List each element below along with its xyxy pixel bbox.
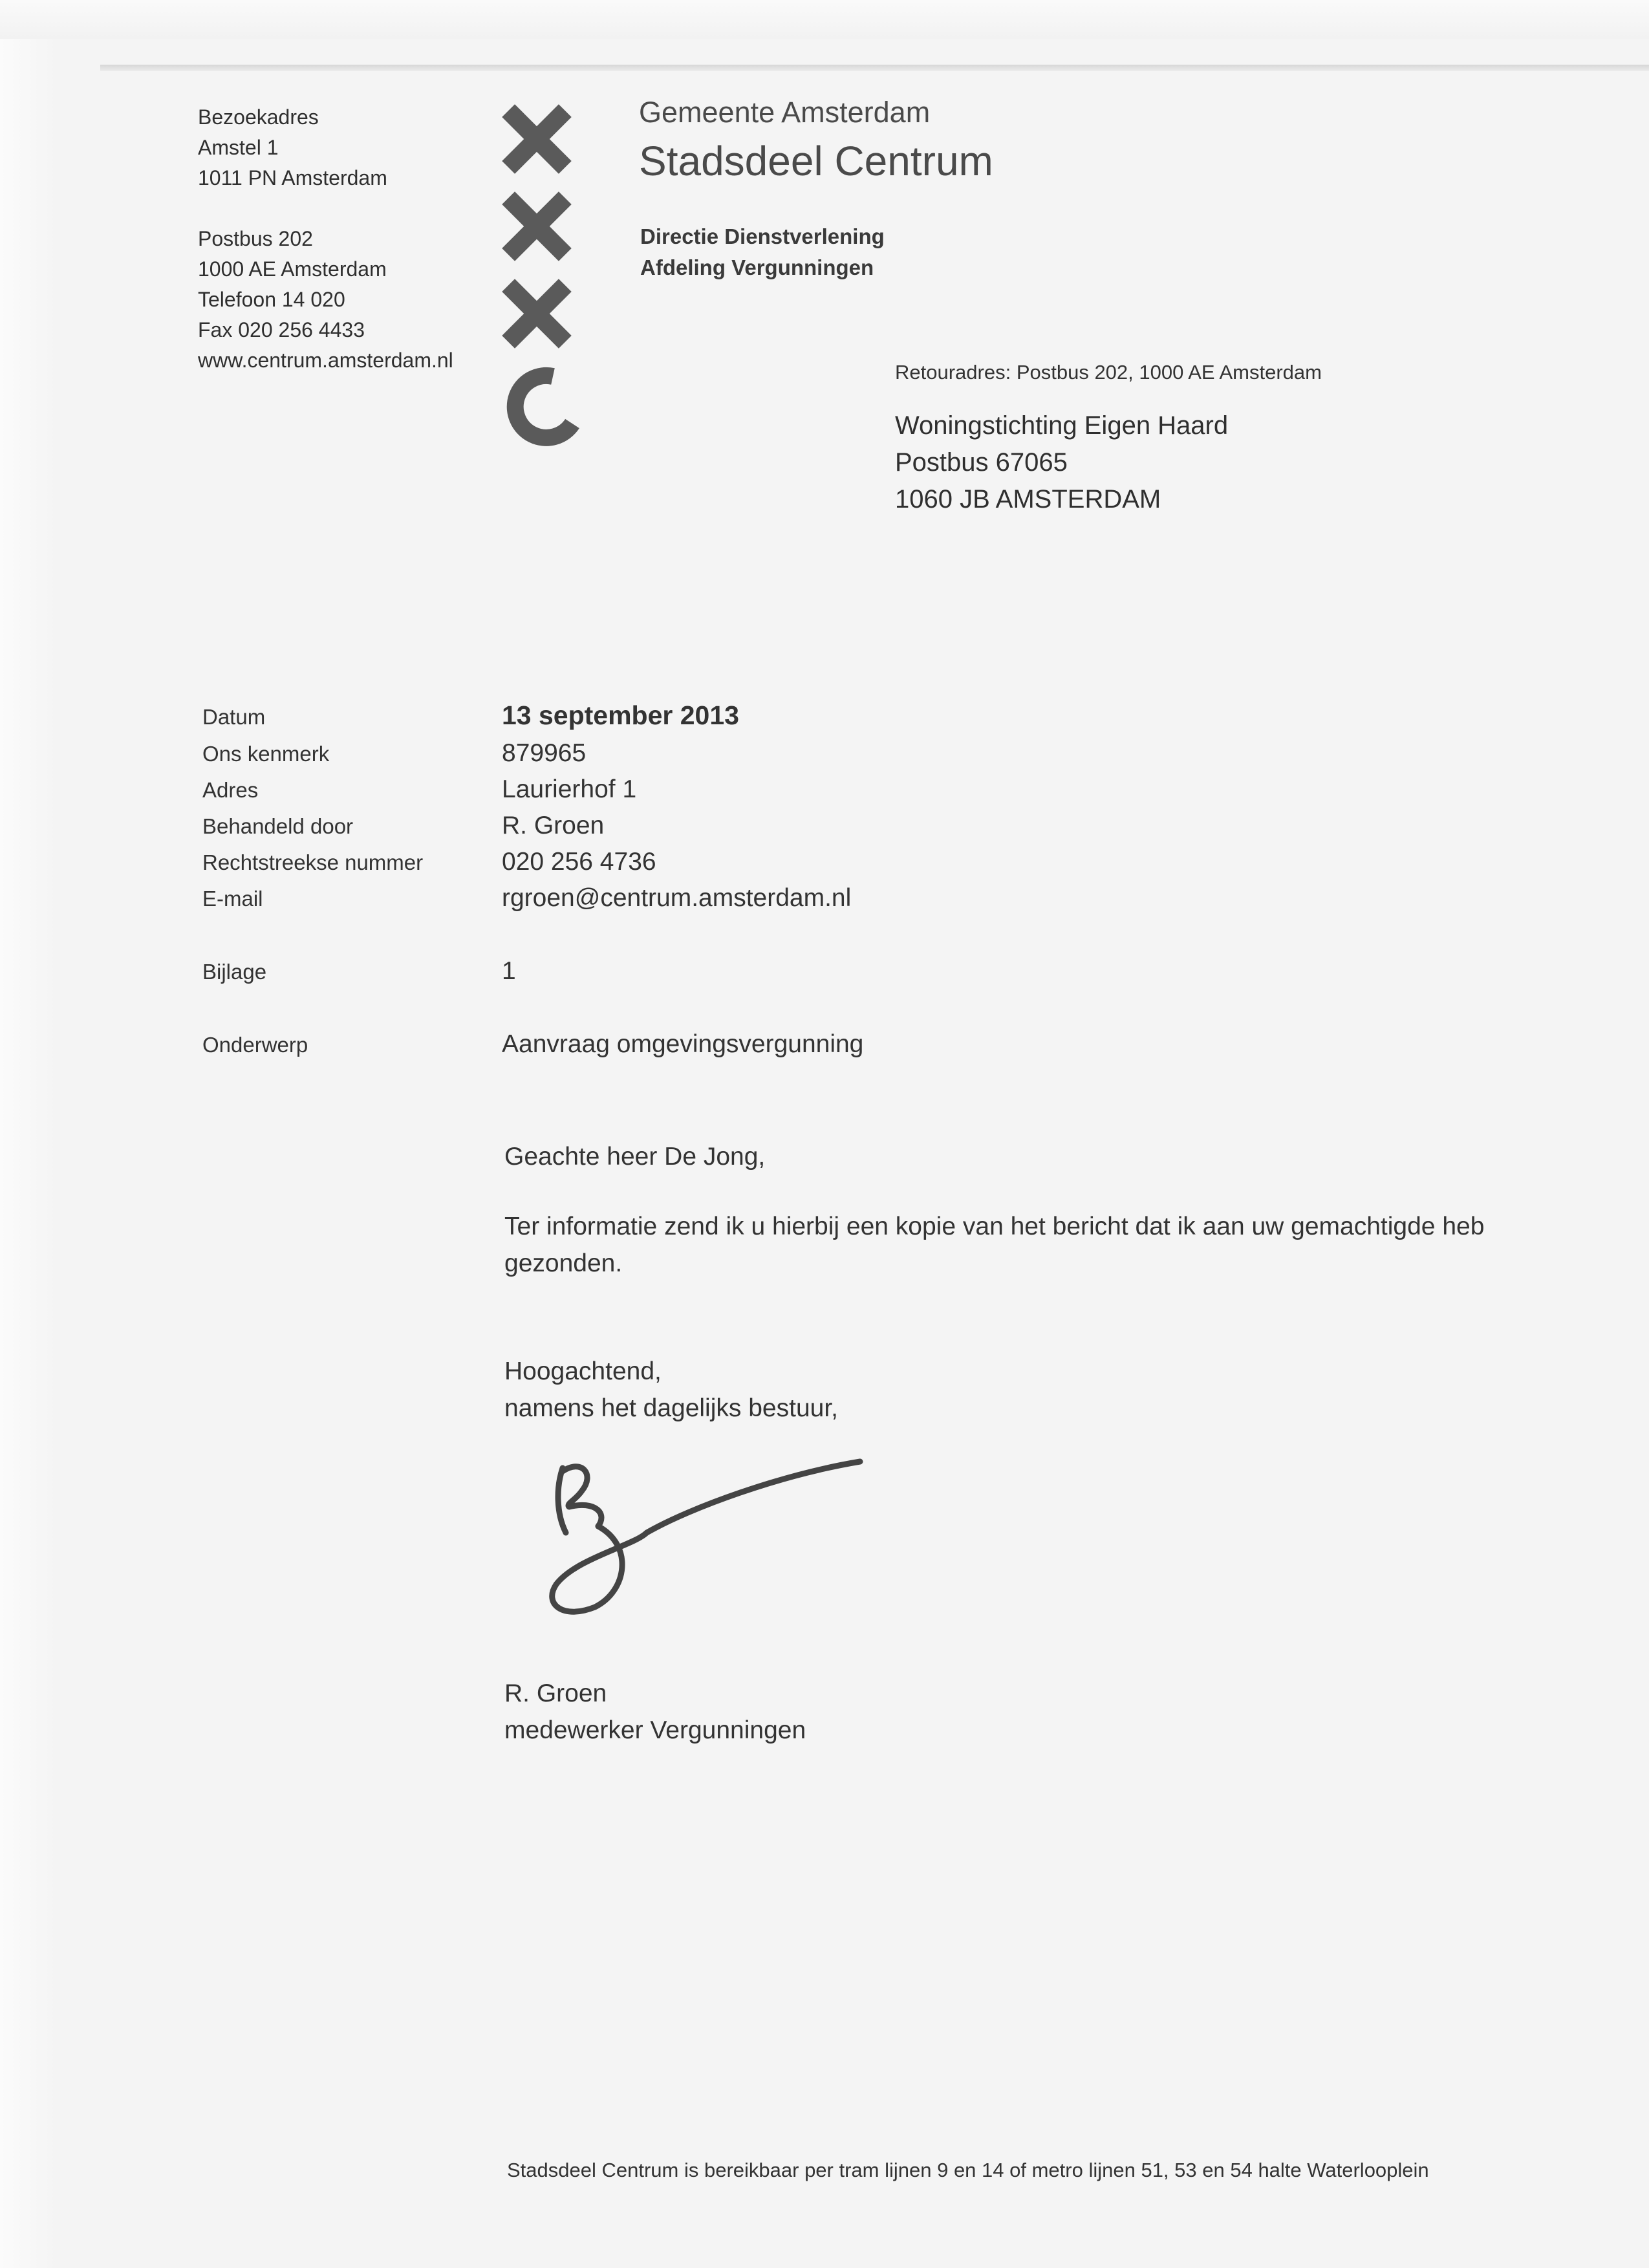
- amsterdam-logo-icon: [491, 97, 582, 446]
- on-behalf: namens het dagelijks bestuur,: [504, 1394, 838, 1422]
- body-line-1: Ter informatie zend ik u hierbij een kopie van het bericht dat ik aan uw gemachtigde heb: [504, 1213, 1485, 1240]
- signer-name: R. Groen: [504, 1679, 607, 1707]
- visit-address-label: Bezoekadres: [198, 105, 319, 129]
- website: www.centrum.amsterdam.nl: [198, 349, 453, 372]
- telefoon: Telefoon 14 020: [198, 288, 345, 311]
- salutation: Geachte heer De Jong,: [504, 1143, 766, 1171]
- adres-value: Laurierhof 1: [502, 775, 637, 803]
- fax: Fax 020 256 4433: [198, 318, 365, 341]
- nummer-value: 020 256 4736: [502, 848, 656, 876]
- visit-address-street: Amstel 1: [198, 136, 279, 159]
- kenmerk-label: Ons kenmerk: [202, 742, 330, 766]
- datum-label: Datum: [202, 705, 266, 729]
- email-value: rgroen@centrum.amsterdam.nl: [502, 884, 852, 912]
- nummer-label: Rechtstreekse nummer: [202, 850, 424, 874]
- directorate: Directie Dienstverlening: [640, 224, 885, 248]
- recipient-name: Woningstichting Eigen Haard: [895, 411, 1229, 440]
- district-name: Stadsdeel Centrum: [639, 138, 993, 184]
- return-address: Retouradres: Postbus 202, 1000 AE Amsterdam: [895, 361, 1322, 383]
- postbus-city: 1000 AE Amsterdam: [198, 257, 387, 281]
- recipient-city: 1060 JB AMSTERDAM: [895, 485, 1161, 513]
- postbus: Postbus 202: [198, 227, 313, 250]
- behandeld-value: R. Groen: [502, 812, 605, 839]
- adres-label: Adres: [202, 778, 259, 802]
- signer-title: medewerker Vergunningen: [504, 1716, 806, 1744]
- scan-fold-line: [100, 65, 1649, 71]
- closing: Hoogachtend,: [504, 1357, 662, 1385]
- visit-address-city: 1011 PN Amsterdam: [198, 166, 387, 189]
- behandeld-label: Behandeld door: [202, 814, 354, 838]
- onderwerp-value: Aanvraag omgevingsvergunning: [502, 1030, 864, 1058]
- body-line-2: gezonden.: [504, 1249, 623, 1277]
- scan-edge: [0, 0, 1649, 39]
- datum-value: 13 september 2013: [502, 700, 739, 730]
- onderwerp-label: Onderwerp: [202, 1033, 308, 1057]
- organization-name: Gemeente Amsterdam: [639, 96, 931, 129]
- department: Afdeling Vergunningen: [640, 255, 874, 279]
- kenmerk-value: 879965: [502, 739, 587, 767]
- bijlage-value: 1: [502, 957, 516, 985]
- recipient-postbus: Postbus 67065: [895, 448, 1068, 477]
- signature-icon: [537, 1436, 873, 1623]
- bijlage-label: Bijlage: [202, 960, 267, 984]
- footer-note: Stadsdeel Centrum is bereikbaar per tram lijnen 9 en 14 of metro lijnen 51, 53 en 54 halte Waterlooplein: [507, 2159, 1429, 2181]
- scan-margin: [0, 0, 58, 2268]
- email-label: E-mail: [202, 887, 263, 911]
